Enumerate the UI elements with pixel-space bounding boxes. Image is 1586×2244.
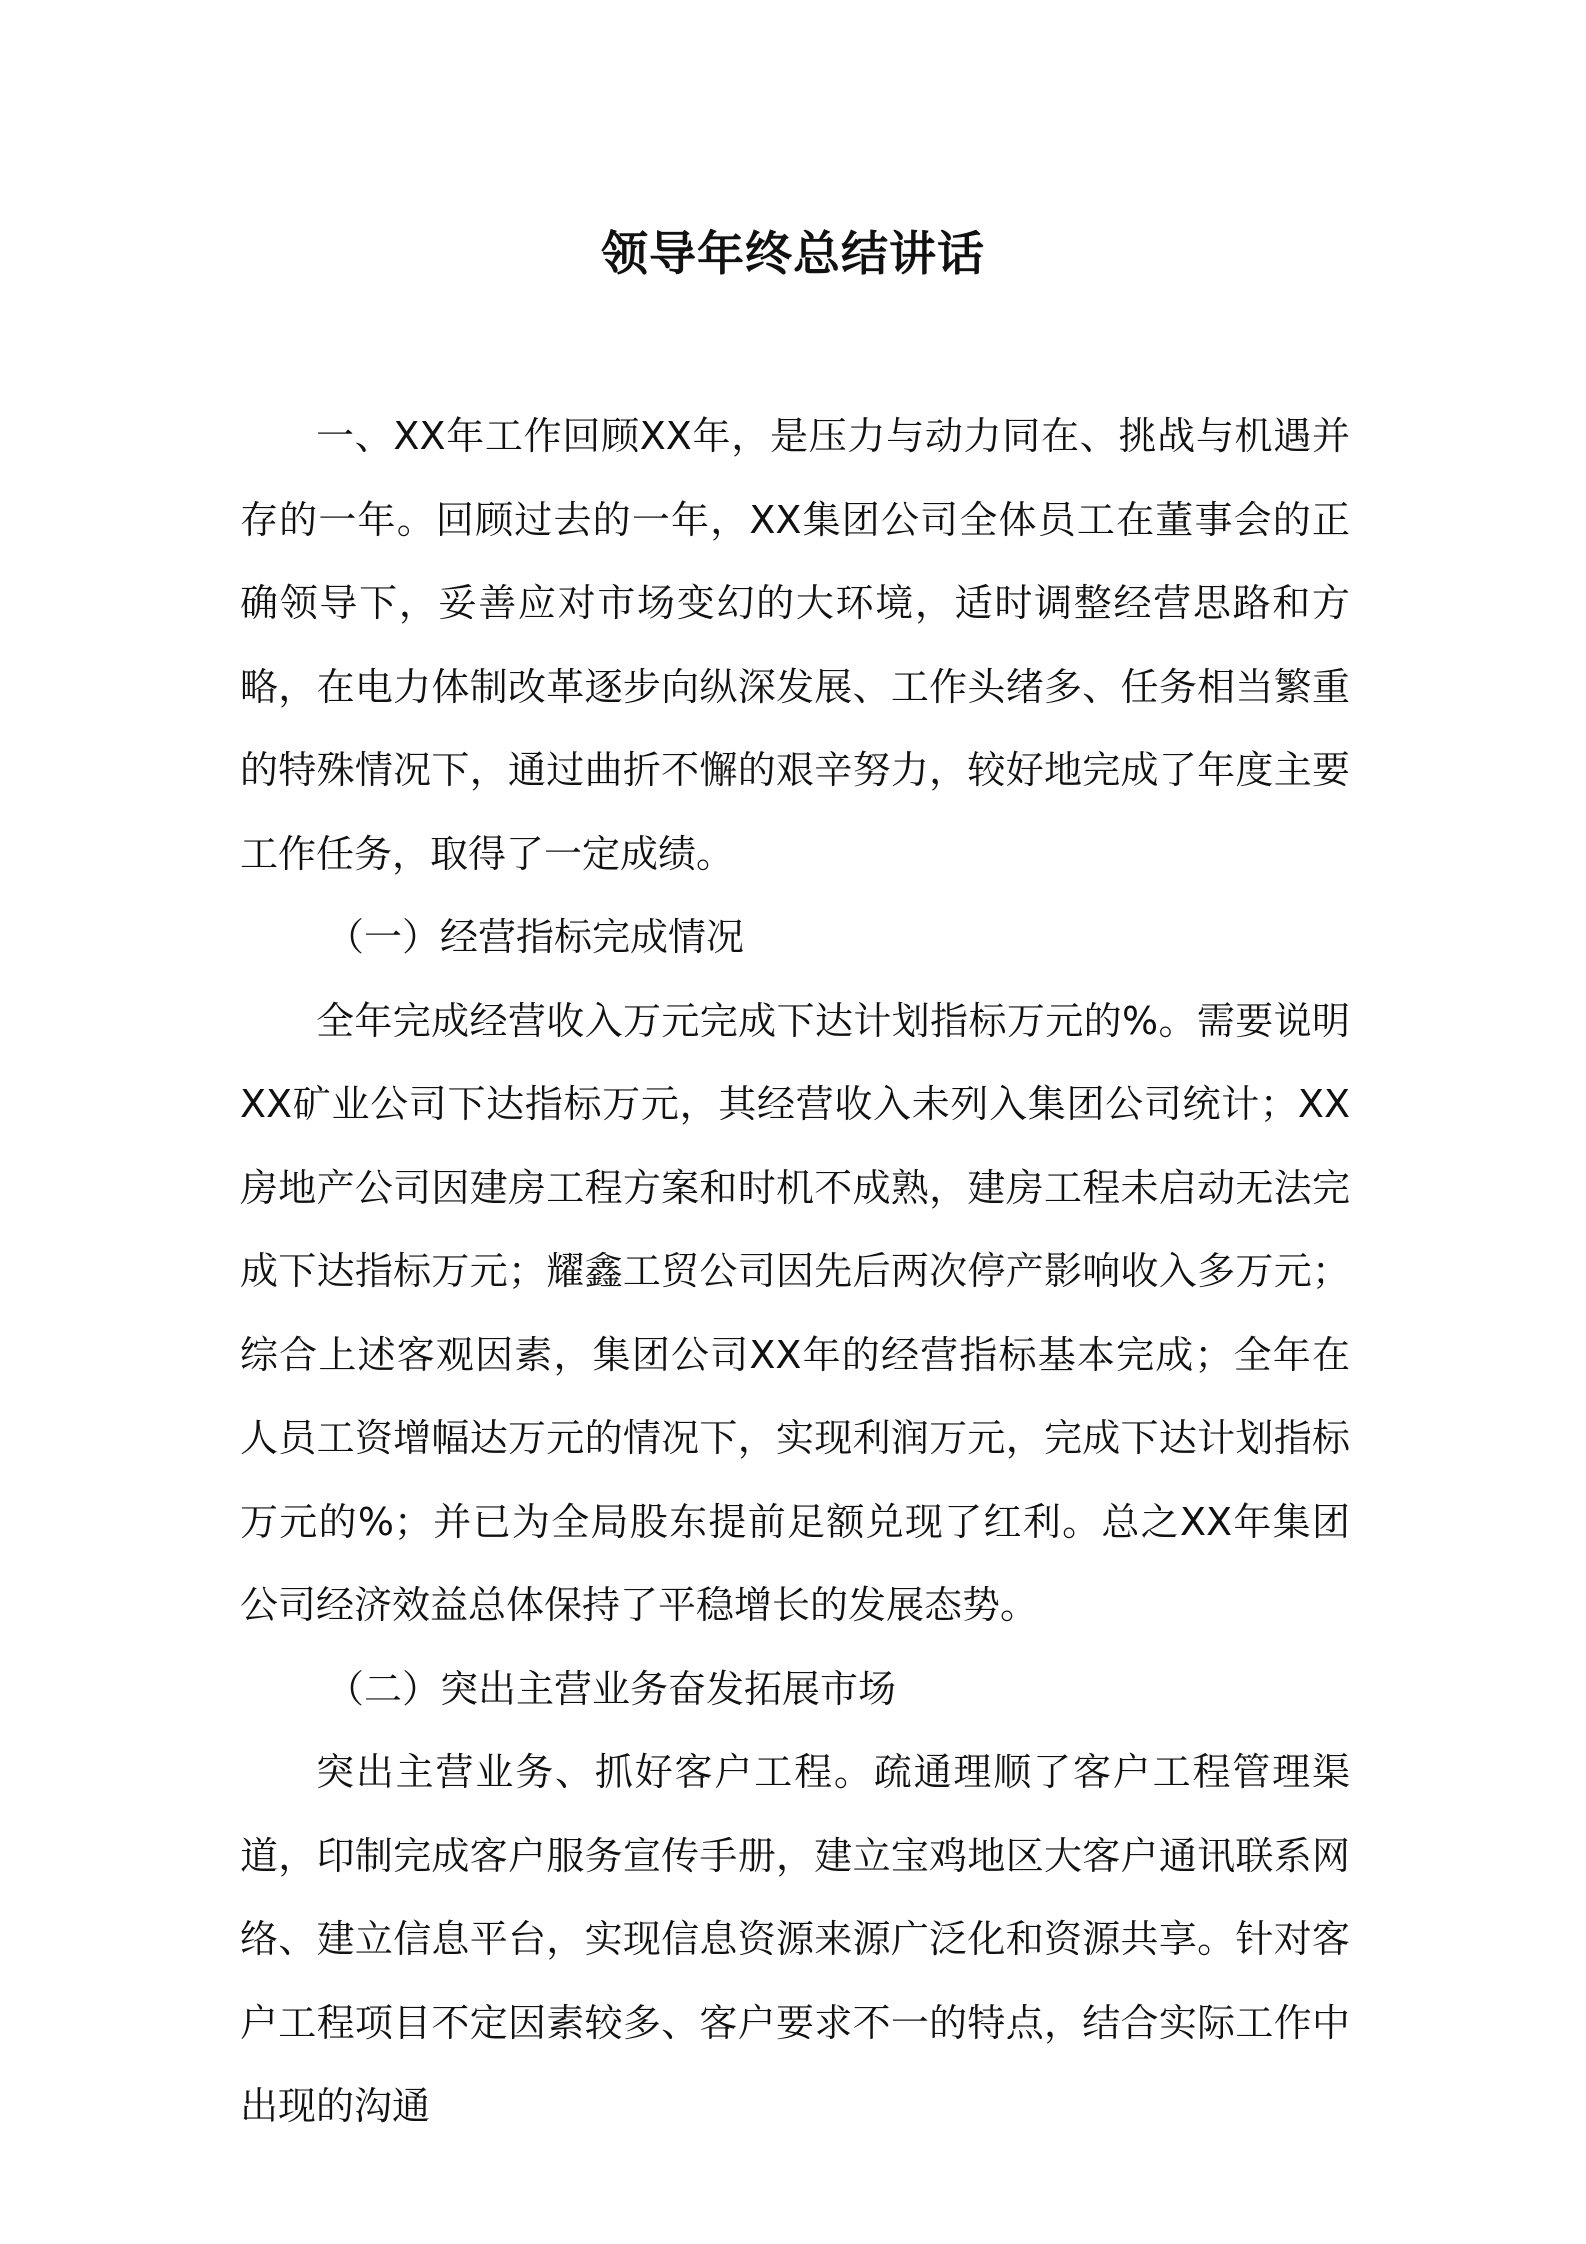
paragraph-business-indicators: 全年完成经营收入万元完成下达计划指标万元的%。需要说明XX矿业公司下达指标万元，其经营收入未列入集团公司统计；XX房地产公司因建房工程方案和时机不成熟，建房工程未启动无法完成下达指标万元；耀鑫工贸公司因先后两次停产影响收入多万元；综合上述客观因素，集团公司XX年的经营指标基本完成；全年在人员工资增幅达万元的情况下，实现利润万元，完成下达计划指标万元的%；并已为全局股东提前足额兑现了红利。总之XX年集团公司经济效益总体保持了平稳增长的发展态势。 [240,998,1350,1627]
paragraph-work-review: 一、XX年工作回顾XX年，是压力与动力同在、挑战与机遇并存的一年。回顾过去的一年，XX集团公司全体员工在董事会的正确领导下，妥善应对市场变幻的大环境，适时调整经营思路和方略，在电力体制改革逐步向纵深发展、工作头绪多、任务相当繁重的特殊情况下，通过曲折不懈的艰辛努力，较好地完成了年度主要工作任务，取得了一定成绩。 [240,414,1350,876]
document-title: 领导年终总结讲话 [601,227,985,282]
document-body [240,395,1350,2149]
paragraph-main-business: 突出主营业务、抓好客户工程。疏通理顺了客户工程管理渠道，印制完成客户服务宣传手册，建立宝鸡地区大客户通讯联系网络、建立信息平台，实现信息资源来源广泛化和资源共享。针对客户工程项目不定因素较多、客户要求不一的特点，结合实际工作中出现的沟通 [240,1750,1350,2128]
section-heading-business-indicators: （一）经营指标完成情况 [326,915,745,959]
section-heading-main-business: （二）突出主营业务奋发拓展市场 [326,1666,897,1711]
